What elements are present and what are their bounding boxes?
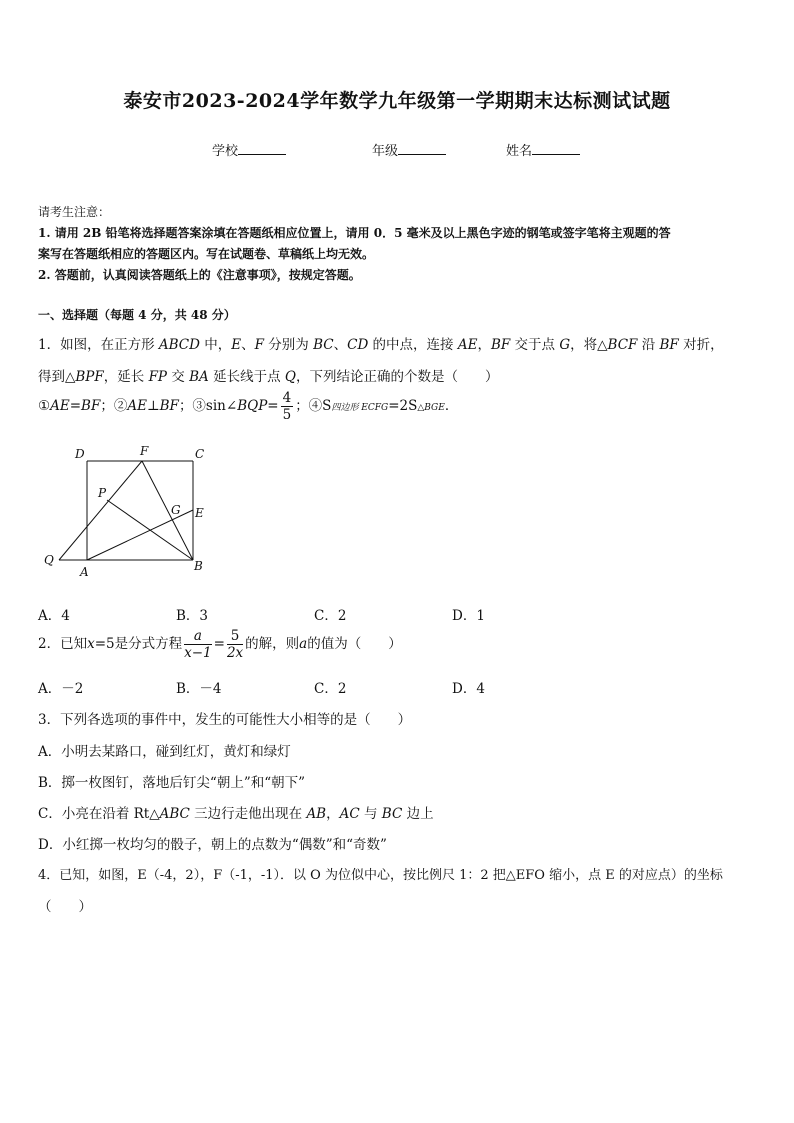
line-qf (59, 461, 142, 560)
school-field (212, 140, 286, 159)
line-ae (87, 510, 193, 560)
q1-option-d: D．1 (452, 608, 485, 624)
q2-option-d: D．4 (452, 681, 485, 697)
q1-fraction: $\frac{4}{5}$ (282, 390, 292, 423)
line-fb (142, 461, 193, 560)
q1-line-1: 1．如图，在正方形 ABCD 中，E、F 分别为 BC、CD 的中点，连接 AE，BF 交于点 G，将△BCF 沿 BF 对折， (38, 337, 724, 353)
notice-heading: 请考生注意： (38, 205, 111, 219)
q1-option-b: B．3 (176, 608, 209, 624)
q4-line-2: （ ） (38, 899, 92, 915)
q3-stem: 3．下列各选项的事件中，发生的可能性大小相等的是（ ） (38, 712, 412, 728)
q2-fraction-2: $\frac{5}{2x}$ (226, 628, 244, 661)
label-f: F (140, 444, 149, 458)
q2-option-b: B．－4 (176, 681, 222, 697)
q1-geometry-figure (40, 442, 220, 582)
label-e: E (195, 506, 204, 520)
grade-field (372, 140, 446, 159)
q2-option-c: C．2 (314, 681, 347, 697)
q1-statements: ①AE=BF；②AE⊥BF；③sin∠BQP= $\frac{4}{5}$ ；④S四边形 ECFG=2S△BGE． (38, 390, 459, 423)
q2-option-a: A．－2 (38, 681, 84, 697)
label-a: A (80, 565, 89, 579)
school-label: 学校 (212, 144, 239, 159)
notice-item-2: 2. 答题前，认真阅读答题纸上的《注意事项》，按规定答题。 (38, 268, 361, 282)
q2-stem: 2．已知x=5是分式方程 $\frac{a}{x-1}$ = $\frac{5}{2x}$ 的解，则a的值为（ ） (38, 628, 402, 661)
q3-option-d: D．小红掷一枚均匀的骰子，朝上的点数为“偶数”和“奇数” (38, 837, 387, 853)
q1-option-a: A．4 (38, 608, 70, 624)
school-blank (238, 142, 286, 155)
grade-blank (398, 142, 446, 155)
label-d: D (75, 447, 85, 461)
page-title: 泰安市2023-2024学年数学九年级第一学期期末达标测试试题 (123, 90, 671, 112)
label-b: B (194, 559, 203, 573)
q4-line-1: 4．已知，如图，E（-4，2），F（-1，-1）．以 O 为位似中心，按比例尺 1：2 把△EFO 缩小，点 E 的对应点）的坐标 (38, 868, 723, 883)
label-c: C (195, 447, 205, 461)
q3-option-c: C．小亮在沿着 Rt△ABC 三边行走他出现在 AB，AC 与 BC 边上 (38, 806, 434, 822)
section-heading: 一、选择题（每题 4 分，共 48 分） (38, 308, 236, 322)
q1-line-2: 得到△BPF，延长 FP 交 BA 延长线于点 Q，下列结论正确的个数是（ ） (38, 369, 499, 385)
q3-option-a: A．小明去某路口，碰到红灯，黄灯和绿灯 (38, 744, 291, 760)
label-q: Q (44, 553, 54, 567)
label-g: G (171, 503, 181, 517)
name-label: 姓名 (506, 144, 533, 159)
name-blank (532, 142, 580, 155)
label-p: P (98, 486, 107, 500)
grade-label: 年级 (372, 144, 399, 159)
name-field (506, 140, 580, 159)
q1-option-c: C．2 (314, 608, 347, 624)
q3-option-b: B．掷一枚图钉，落地后钉尖“朝上”和“朝下” (38, 775, 306, 791)
notice-item-1-line-2: 案写在答题纸相应的答题区内。写在试题卷、草稿纸上均无效。 (38, 247, 375, 261)
q2-fraction-1: $\frac{a}{x-1}$ (184, 628, 212, 661)
notice-item-1-line-1: 1. 请用 2B 铅笔将选择题答案涂填在答题纸相应位置上，请用 0．5 毫米及以上黑色字迹的钢笔或签字笔将主观题的答 (38, 226, 671, 240)
